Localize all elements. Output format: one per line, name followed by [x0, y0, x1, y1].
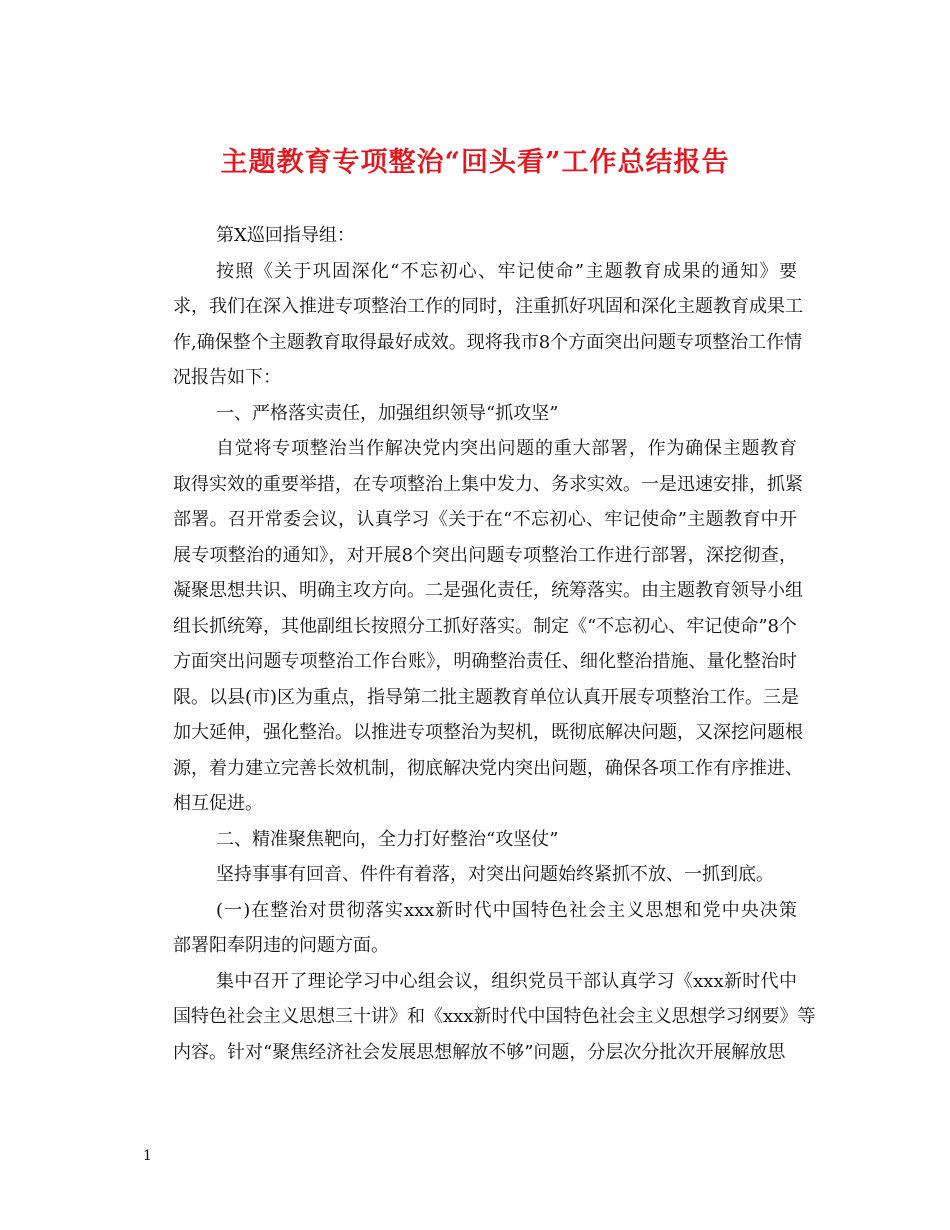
paragraph-line: 取得实效的重要举措，在专项整治上集中发力、务求实效。一是迅速安排，抓紧	[173, 473, 803, 495]
paragraph-line: (一)在整治对贯彻落实xxx新时代中国特色社会主义思想和党中央决策	[216, 899, 797, 921]
page-number: 1	[143, 1148, 152, 1164]
paragraph-line: 部署阳奉阴违的问题方面。	[173, 935, 389, 956]
paragraph-line: 相互促进。	[173, 793, 263, 814]
paragraph-line: 作,确保整个主题教育取得最好成效。现将我市8个方面突出问题专项整治工作情	[173, 331, 803, 353]
paragraph	[173, 964, 816, 1071]
paragraph	[173, 254, 803, 396]
paragraph-line: 求，我们在深入推进专项整治工作的同时，注重抓好巩固和深化主题教育成果工	[173, 296, 803, 317]
paragraph-line: 国特色社会主义思想三十讲》和《xxx新时代中国特色社会主义思想学习纲要》等	[173, 1006, 816, 1027]
paragraph-line: 按照《关于巩固深化“不忘初心、牢记使命”主题教育成果的通知》要	[216, 260, 797, 282]
paragraph-line: 一、严格落实责任，加强组织领导“抓攻坚”	[216, 402, 559, 424]
paragraph-line: 集中召开了理论学习中心组会议，组织党员干部认真学习《xxx新时代中	[216, 970, 797, 992]
paragraph-line: 源，着力建立完善长效机制，彻底解决党内突出问题，确保各项工作有序推进、	[173, 757, 803, 779]
paragraph-line: 况报告如下：	[173, 367, 281, 388]
paragraph-line: 限。以县(市)区为重点，指导第二批主题教育单位认真开展专项整治工作。三是	[173, 686, 800, 708]
paragraph-line: 展专项整治的通知》，对开展8个突出问题专项整治工作进行部署，深挖彻查，	[173, 544, 797, 566]
paragraph-line: 第X巡回指导组：	[216, 225, 355, 246]
paragraph-line: 部署。召开常委会议，认真学习《关于在“不忘初心、牢记使命”主题教育中开	[173, 509, 797, 530]
paragraph	[173, 431, 803, 822]
paragraph-line: 内容。针对“聚焦经济社会发展思想解放不够”问题，分层次分批次开展解放思	[173, 1041, 786, 1063]
paragraph	[173, 396, 797, 432]
paragraph	[173, 857, 797, 893]
paragraph-line: 方面突出问题专项整治工作台账》，明确整治责任、细化整治措施、量化整治时	[173, 651, 797, 672]
paragraph	[173, 218, 797, 254]
paragraph	[173, 822, 797, 858]
paragraph-line: 坚持事事有回音、件件有着落，对突出问题始终紧抓不放、一抓到底。	[216, 864, 774, 885]
document-body	[173, 218, 816, 1070]
paragraph-line: 加大延伸，强化整治。以推进专项整治为契机，既彻底解决问题，又深挖问题根	[173, 722, 803, 743]
paragraph-line: 组长抓统筹，其他副组长按照分工抓好落实。制定《“不忘初心、牢记使命”8个	[173, 615, 797, 637]
paragraph-line: 自觉将专项整治当作解决党内突出问题的重大部署，作为确保主题教育	[216, 438, 797, 459]
paragraph	[173, 893, 797, 964]
paragraph-line: 二、精准聚焦靶向，全力打好整治“攻坚仗”	[216, 828, 559, 850]
document-title: 主题教育专项整治“回头看”工作总结报告	[220, 147, 730, 178]
paragraph-line: 凝聚思想共识、明确主攻方向。二是强化责任，统筹落实。由主题教育领导小组	[173, 580, 803, 601]
